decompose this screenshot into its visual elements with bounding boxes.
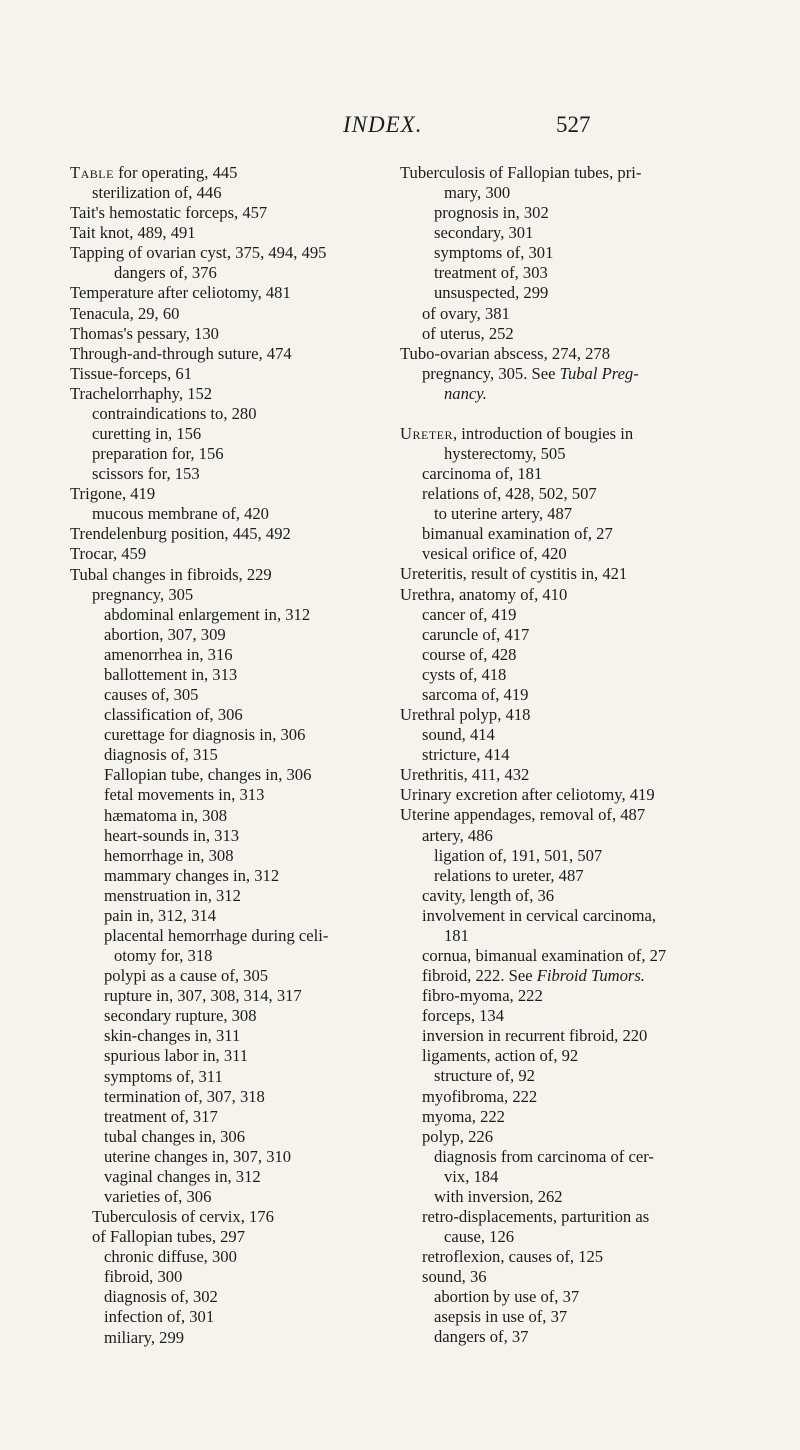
index-entry <box>70 705 390 725</box>
entry-text: Tissue-forceps, 61 <box>70 363 192 383</box>
index-entry <box>70 1127 390 1147</box>
entry-text: termination of, 307, 318 <box>104 1086 265 1106</box>
index-entry <box>400 283 785 303</box>
entry-text: diagnosis of, 302 <box>104 1287 218 1307</box>
index-entry <box>400 585 785 605</box>
entry-text: retro-displacements, parturition as <box>422 1206 650 1226</box>
index-entry <box>400 1287 785 1307</box>
entry-text: causes of, 305 <box>104 685 199 705</box>
entry-text: uterine changes in, 307, 310 <box>104 1146 292 1166</box>
index-entry <box>400 946 785 966</box>
entry-text: Ureteritis, result of cystitis in, 421 <box>400 564 628 584</box>
index-entry <box>400 183 785 203</box>
index-entry <box>70 745 390 765</box>
entry-text: abortion, 307, 309 <box>104 624 226 644</box>
entry-text: cornua, bimanual examination of, 27 <box>422 945 667 965</box>
entry-text: Trigone, 419 <box>70 484 156 504</box>
entry-text: relations of, 428, 502, 507 <box>422 484 597 504</box>
index-entry <box>70 946 390 966</box>
index-entry <box>400 966 785 986</box>
index-entry <box>70 826 390 846</box>
index-entry <box>70 203 390 223</box>
entry-text: hemorrhage in, 308 <box>104 845 234 865</box>
entry-text: Fallopian tube, changes in, 306 <box>104 765 312 785</box>
index-entry <box>70 866 390 886</box>
entry-text: otomy for, 318 <box>114 946 213 966</box>
entry-lead-word: Ureter <box>400 423 453 443</box>
entry-text: fibro-myoma, 222 <box>422 986 543 1006</box>
entry-text: cancer of, 419 <box>422 604 517 624</box>
entry-text: myoma, 222 <box>422 1106 505 1126</box>
page-number: 527 <box>556 112 591 137</box>
entry-text: of ovary, 381 <box>422 303 510 323</box>
index-entry <box>400 645 785 665</box>
index-entry <box>400 625 785 645</box>
entry-text: curetting in, 156 <box>92 424 202 444</box>
entry-text: prognosis in, 302 <box>434 203 549 223</box>
entry-text: treatment of, 303 <box>434 263 548 283</box>
index-entry <box>70 344 390 364</box>
index-entry <box>70 1167 390 1187</box>
entry-text: ligation of, 191, 501, 507 <box>434 845 603 865</box>
entry-text: carcinoma of, 181 <box>422 464 543 484</box>
index-entry <box>400 243 785 263</box>
entry-text: heart-sounds in, 313 <box>104 825 240 845</box>
index-entry <box>70 223 390 243</box>
entry-text: 181 <box>444 925 469 945</box>
index-entry <box>70 966 390 986</box>
entry-text: miliary, 299 <box>104 1327 185 1347</box>
entry-cross-reference: nancy. <box>444 383 487 403</box>
index-entry <box>400 605 785 625</box>
index-entry <box>70 785 390 805</box>
index-entry <box>400 1327 785 1347</box>
entry-text: diagnosis of, 315 <box>104 745 218 765</box>
index-entry <box>400 1006 785 1026</box>
index-entry <box>70 263 390 283</box>
entry-text: Tuberculosis of cervix, 176 <box>92 1207 274 1227</box>
entry-text: cysts of, 418 <box>422 664 507 684</box>
entry-text: polypi as a cause of, 305 <box>104 966 269 986</box>
entry-text: caruncle of, 417 <box>422 624 530 644</box>
index-entry <box>70 544 390 564</box>
entry-text: vix, 184 <box>444 1166 499 1186</box>
index-entry <box>70 685 390 705</box>
entry-text: tubal changes in, 306 <box>104 1126 246 1146</box>
entry-text: dangers of, 376 <box>114 263 217 283</box>
index-entry <box>70 1046 390 1066</box>
index-entry <box>70 1006 390 1026</box>
index-entry <box>400 1026 785 1046</box>
entry-text: placental hemorrhage during celi- <box>104 925 329 945</box>
entry-text: forceps, 134 <box>422 1006 505 1026</box>
entry-text: stricture, 414 <box>422 745 510 765</box>
entry-text: varieties of, 306 <box>104 1186 212 1206</box>
entry-text: hæmatoma in, 308 <box>104 805 228 825</box>
index-entry <box>70 1307 390 1327</box>
entry-text: Tuberculosis of Fallopian tubes, pri- <box>400 163 642 182</box>
index-entry <box>70 1107 390 1127</box>
index-entry <box>70 1267 390 1287</box>
entry-text: mammary changes in, 312 <box>104 865 280 885</box>
index-entry <box>400 665 785 685</box>
entry-text: fetal movements in, 313 <box>104 785 265 805</box>
entry-text: course of, 428 <box>422 644 517 664</box>
index-entry <box>70 183 390 203</box>
index-entry <box>70 585 390 605</box>
index-entry <box>70 384 390 404</box>
index-entry <box>400 1187 785 1207</box>
entry-text: mucous membrane of, 420 <box>92 504 269 524</box>
index-entry <box>400 1167 785 1187</box>
entry-text: unsuspected, 299 <box>434 283 549 303</box>
index-entry <box>400 705 785 725</box>
entry-text: mary, 300 <box>444 183 511 203</box>
entry-text: Temperature after celiotomy, 481 <box>70 283 291 303</box>
index-entry <box>70 806 390 826</box>
index-entry <box>400 846 785 866</box>
index-entry <box>400 263 785 283</box>
index-entry <box>70 886 390 906</box>
index-entry <box>70 986 390 1006</box>
index-entry <box>400 1207 785 1227</box>
index-entry <box>400 1227 785 1247</box>
index-entry <box>400 524 785 544</box>
entry-text: skin-changes in, 311 <box>104 1026 241 1046</box>
entry-text: sound, 36 <box>422 1267 487 1287</box>
index-entry <box>400 805 785 825</box>
index-entry <box>70 444 390 464</box>
index-entry <box>400 424 785 444</box>
entry-text: sterilization of, 446 <box>92 183 222 203</box>
index-entry <box>400 1267 785 1287</box>
entry-text: Tait's hemostatic forceps, 457 <box>70 203 268 223</box>
entry-text: hysterectomy, 505 <box>444 444 566 464</box>
entry-text: Trocar, 459 <box>70 544 147 564</box>
entry-text: spurious labor in, 311 <box>104 1046 249 1066</box>
entry-text: scissors for, 153 <box>92 464 200 484</box>
entry-text: secondary rupture, 308 <box>104 1006 257 1026</box>
entry-text: Urethritis, 411, 432 <box>400 765 530 785</box>
entry-cross-reference: Tubal Preg- <box>559 363 639 383</box>
index-entry <box>400 544 785 564</box>
entry-text: amenorrhea in, 316 <box>104 644 233 664</box>
entry-text: retroflexion, causes of, 125 <box>422 1247 604 1267</box>
index-entry <box>70 464 390 484</box>
index-entry <box>70 404 390 424</box>
index-entry <box>400 344 785 364</box>
index-entry <box>70 1067 390 1087</box>
index-entry <box>70 1087 390 1107</box>
index-entry <box>400 464 785 484</box>
entry-text: myofibroma, 222 <box>422 1086 538 1106</box>
entry-text: rupture in, 307, 308, 314, 317 <box>104 986 302 1006</box>
index-entry <box>400 484 785 504</box>
index-entry <box>400 1307 785 1327</box>
entry-text: ballottement in, 313 <box>104 664 238 684</box>
index-entry <box>70 364 390 384</box>
index-entry <box>70 605 390 625</box>
index-entry <box>400 1087 785 1107</box>
entry-text: infection of, 301 <box>104 1307 215 1327</box>
index-entry <box>70 504 390 524</box>
entry-text: relations to ureter, 487 <box>434 865 584 885</box>
entry-text: vaginal changes in, 312 <box>104 1166 261 1186</box>
index-entry <box>70 484 390 504</box>
entry-text: curettage for diagnosis in, 306 <box>104 725 306 745</box>
index-entry <box>70 645 390 665</box>
entry-text: vesical orifice of, 420 <box>422 544 567 564</box>
index-entry <box>400 1247 785 1267</box>
index-entry <box>400 926 785 946</box>
entry-text: bimanual examination of, 27 <box>422 524 613 544</box>
entry-text: abortion by use of, 37 <box>434 1287 580 1307</box>
entry-text: inversion in recurrent fibroid, 220 <box>422 1026 648 1046</box>
entry-text: polyp, 226 <box>422 1126 493 1146</box>
entry-text: artery, 486 <box>422 825 493 845</box>
index-entry <box>400 384 785 404</box>
entry-text: Tubo-ovarian abscess, 274, 278 <box>400 343 611 363</box>
entry-text: contraindications to, 280 <box>92 403 257 423</box>
index-entry <box>400 304 785 324</box>
entry-text: Trendelenburg position, 445, 492 <box>70 524 291 544</box>
index-entry <box>400 1127 785 1147</box>
index-entry <box>400 886 785 906</box>
entry-text: classification of, 306 <box>104 705 243 725</box>
entry-text: fibroid, 222. See <box>422 966 537 986</box>
entry-text: pain in, 312, 314 <box>104 905 216 925</box>
entry-lead-word: Table <box>70 163 114 182</box>
index-entry <box>400 223 785 243</box>
entry-text: structure of, 92 <box>434 1066 535 1086</box>
entry-text: of uterus, 252 <box>422 323 514 343</box>
entry-text: sound, 414 <box>422 725 495 745</box>
index-entry <box>70 283 390 303</box>
entry-text: dangers of, 37 <box>434 1327 529 1347</box>
index-entry <box>400 564 785 584</box>
entry-text: for operating, 445 <box>113 163 238 182</box>
index-entry <box>400 1046 785 1066</box>
entry-text: pregnancy, 305 <box>92 584 194 604</box>
index-entry <box>400 866 785 886</box>
index-entry <box>70 725 390 745</box>
page-title: INDEX. <box>343 112 423 137</box>
index-entry <box>400 745 785 765</box>
index-entry <box>400 444 785 464</box>
index-entry <box>400 163 785 183</box>
index-entry <box>70 163 390 183</box>
index-entry <box>70 424 390 444</box>
index-entry <box>400 906 785 926</box>
index-entry <box>70 304 390 324</box>
index-entry <box>400 725 785 745</box>
entry-text: Tait knot, 489, 491 <box>70 223 196 243</box>
entry-text: Tapping of ovarian cyst, 375, 494, 495 <box>70 243 327 263</box>
entry-text: chronic diffuse, 300 <box>104 1247 237 1267</box>
entry-text: of Fallopian tubes, 297 <box>92 1227 246 1247</box>
entry-text: diagnosis from carcinoma of cer- <box>434 1146 654 1166</box>
entry-text: , introduction of bougies in <box>452 423 634 443</box>
index-entry <box>400 1107 785 1127</box>
index-entry <box>400 504 785 524</box>
entry-text: cause, 126 <box>444 1227 515 1247</box>
entry-text: Uterine appendages, removal of, 487 <box>400 805 646 825</box>
index-column-right <box>400 163 785 1348</box>
entry-text: symptoms of, 301 <box>434 243 554 263</box>
index-entry <box>400 765 785 785</box>
entry-text: fibroid, 300 <box>104 1267 183 1287</box>
index-entry <box>70 1227 390 1247</box>
entry-text: Through-and-through suture, 474 <box>70 343 292 363</box>
entry-text: symptoms of, 311 <box>104 1066 223 1086</box>
entry-text: secondary, 301 <box>434 223 534 243</box>
index-entry <box>400 1066 785 1086</box>
index-entry <box>400 324 785 344</box>
index-entry <box>70 1187 390 1207</box>
index-entry <box>70 765 390 785</box>
entry-text: with inversion, 262 <box>434 1186 563 1206</box>
running-head <box>0 112 800 152</box>
entry-text: treatment of, 317 <box>104 1106 218 1126</box>
index-entry <box>400 826 785 846</box>
index-entry <box>70 625 390 645</box>
index-entry <box>70 565 390 585</box>
entry-text: cavity, length of, 36 <box>422 885 555 905</box>
index-entry <box>70 846 390 866</box>
index-entry <box>70 1026 390 1046</box>
entry-text: asepsis in use of, 37 <box>434 1307 568 1327</box>
entry-text: Urethra, anatomy of, 410 <box>400 584 568 604</box>
entry-text: to uterine artery, 487 <box>434 504 573 524</box>
index-entry <box>70 1287 390 1307</box>
entry-text: Tubal changes in fibroids, 229 <box>70 564 272 584</box>
entry-text: ligaments, action of, 92 <box>422 1046 579 1066</box>
entry-text: Trachelorrhaphy, 152 <box>70 383 213 403</box>
index-entry <box>70 1147 390 1167</box>
entry-text: involvement in cervical carcinoma, <box>422 905 657 925</box>
entry-cross-reference: Fibroid Tumors. <box>536 966 645 986</box>
index-entry <box>70 906 390 926</box>
entry-text: Tenacula, 29, 60 <box>70 303 180 323</box>
entry-text: menstruation in, 312 <box>104 885 241 905</box>
index-entry <box>70 1247 390 1267</box>
entry-text: sarcoma of, 419 <box>422 684 529 704</box>
index-column-left <box>70 163 390 1348</box>
index-entry <box>70 926 390 946</box>
index-entry <box>400 685 785 705</box>
entry-text: pregnancy, 305. See <box>422 363 560 383</box>
index-entry <box>70 243 390 263</box>
entry-text: Urinary excretion after celiotomy, 419 <box>400 785 655 805</box>
entry-text: abdominal enlargement in, 312 <box>104 604 311 624</box>
section-gap <box>400 404 785 424</box>
entry-text: Thomas's pessary, 130 <box>70 323 219 343</box>
index-entry <box>400 785 785 805</box>
entry-text: preparation for, 156 <box>92 444 224 464</box>
entry-text: Urethral polyp, 418 <box>400 705 531 725</box>
index-entry <box>400 203 785 223</box>
index-entry <box>70 524 390 544</box>
index-entry <box>400 986 785 1006</box>
index-entry <box>70 665 390 685</box>
index-entry <box>70 324 390 344</box>
index-entry <box>70 1328 390 1348</box>
index-entry <box>70 1207 390 1227</box>
index-entry <box>400 1147 785 1167</box>
index-entry <box>400 364 785 384</box>
